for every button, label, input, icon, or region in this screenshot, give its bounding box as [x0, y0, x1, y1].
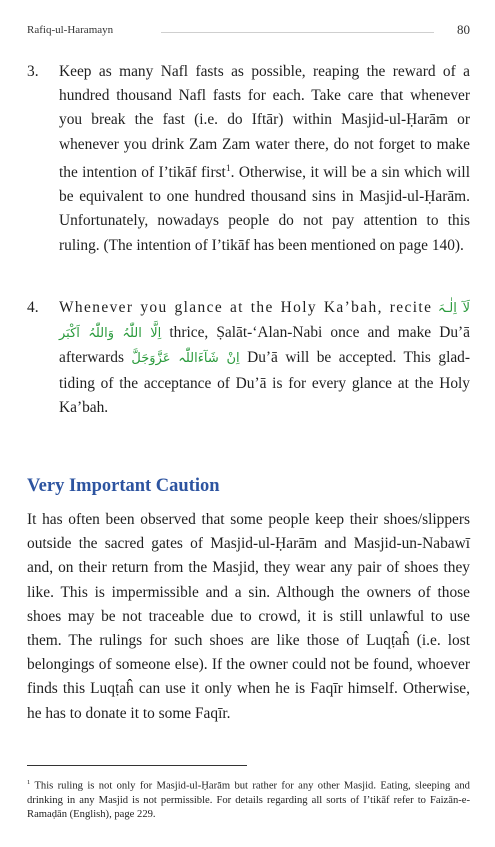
item-text-part: thrice, Ṣalāt-‘Alan-Nabi once and make Du’ā afterwards — [59, 324, 470, 367]
footnote-reference: 1 — [225, 162, 231, 174]
header-rule — [161, 32, 434, 33]
footnote-marker: 1 — [27, 779, 31, 786]
caution-paragraph: It has often been observed that some people keep their shoes/slippers outside the sacred gates of Masjid-ul-Ḥarām and Masjid-un-Nabawī and, on their return from the Masjid, they wear any pair of shoes they like. This is impermissible and a sin. Although the owners of those shoes may be not traceable due to crowd, it is still unlawful to use them. The rulings for such shoes are like those of Luqṭaĥ (i.e. lost belongings of someone else). If the owner could not be found, whoever finds this Luqṭaĥ can use it only when he is Faqīr himself. Otherwise, he has to donate it to some Faqīr. — [27, 511, 470, 722]
item-text-part: Keep as many Nafl fasts as possible, reaping the reward of a hundred thousand Nafl fasts for each. Take care that whenever you break the fast (i.e. do Iftār) within Masjid-ul-Ḥarām or whenever you drink Zam Zam water there, do not forget to make the intention of I’tikāf first — [59, 63, 470, 181]
list-item-number: 3. — [27, 63, 39, 80]
arabic-insha-allah: اِنْ شَآءَاللّٰہ عَزَّوَجَلَّ — [131, 351, 240, 367]
item-text-part: . Otherwise, it will be a sin which will be equivalent to one hundred thousand sins in Masjid-ul-Ḥarām. Unfortunately, nowadays people do not pay attention to this ruling. (The intention of I’tikāf has been mentioned on page 140). — [59, 163, 470, 254]
section-heading: Very Important Caution — [27, 476, 220, 496]
footnote-divider — [27, 765, 247, 766]
running-header — [27, 22, 470, 42]
item-text-part: Du’ā will be accepted. This glad-tiding of the acceptance of Du’ā is for every glance at the Holy Ka’bah. — [59, 349, 470, 416]
footnote-text: This ruling is not only for Masjid-ul-Ḥarām but rather for any other Masjid. Eating, sleeping and drinking in any Masjid is not permissible. For details regarding all sorts of I’tikāf refer to Faizān-e-Ramaḍān (English), page 229. — [27, 780, 470, 820]
arabic-kalimah: لَآ اِلٰـہَ اِلَّا اللّٰہُ وَاللّٰہُ اَکْبَر — [59, 301, 470, 342]
footnote — [27, 776, 470, 822]
book-title: Rafiq-ul-Haramayn — [27, 24, 114, 36]
list-item-text — [59, 296, 470, 420]
item-text-part: Whenever you glance at the Holy Ka’bah, recite — [59, 299, 433, 316]
page-number: 80 — [457, 22, 470, 37]
list-item-4 — [27, 296, 470, 420]
list-item-number: 4. — [27, 299, 39, 316]
list-item-3 — [27, 60, 470, 258]
list-item-text — [59, 60, 470, 258]
